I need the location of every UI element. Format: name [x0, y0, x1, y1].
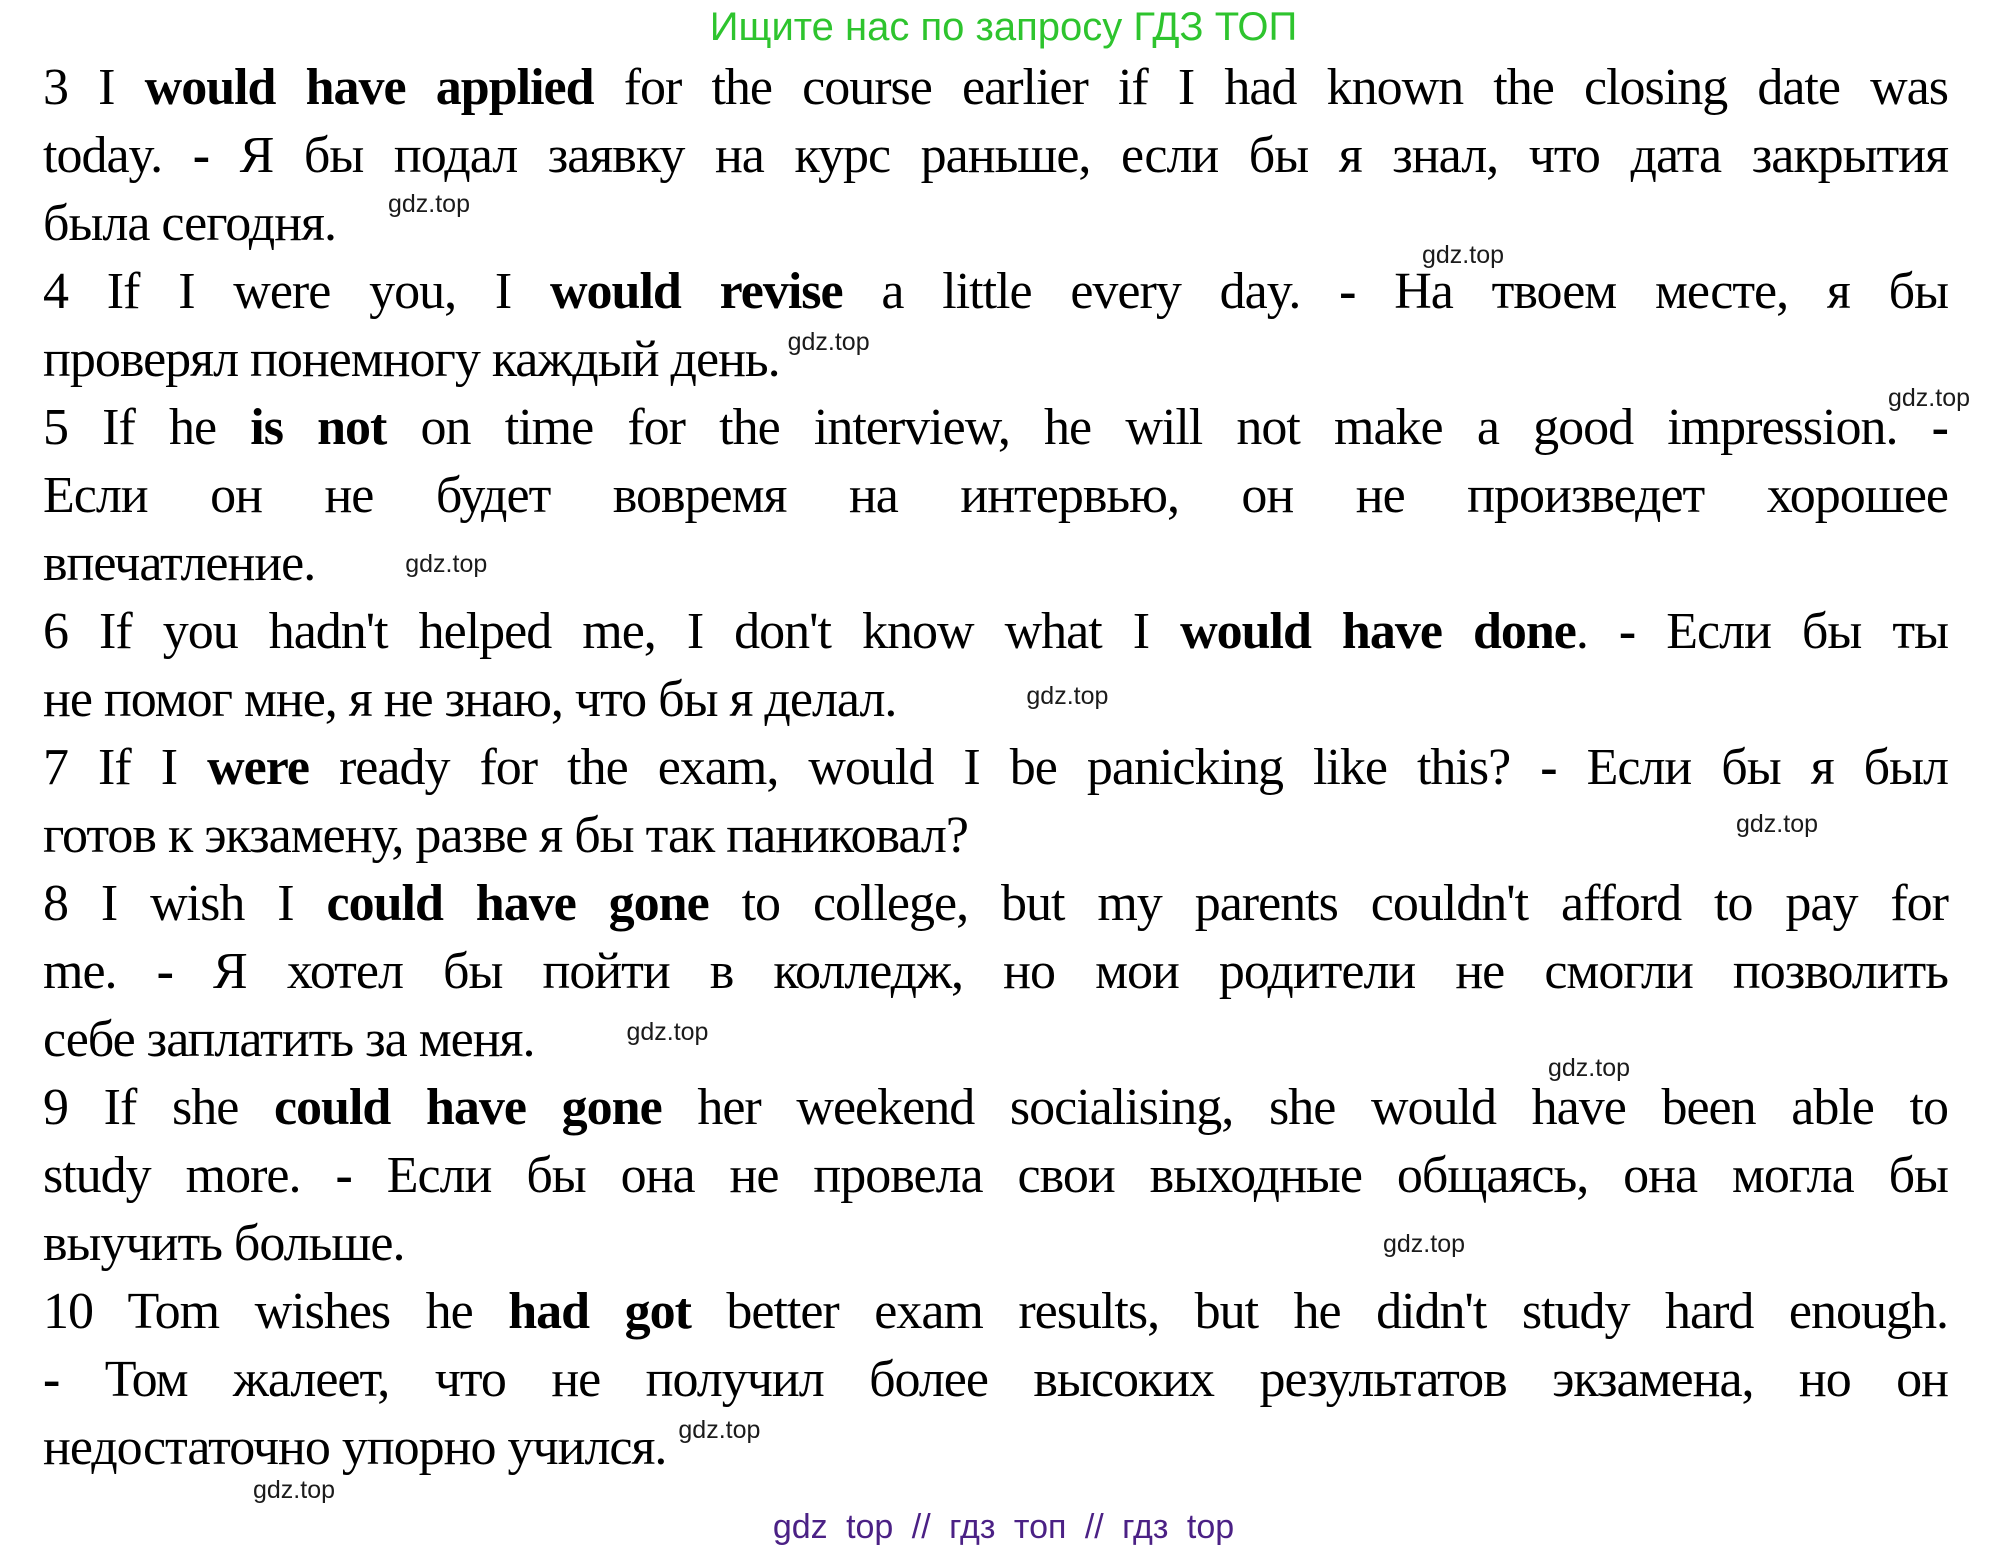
text-segment: проверял понемногу каждый день.	[43, 331, 780, 388]
text-segment: on time for the interview, he will not make a good impression.	[386, 399, 1932, 456]
text-segment: 5 If he	[43, 399, 251, 456]
text-line	[43, 190, 1948, 258]
text-segment: Если бы ты	[1635, 603, 1949, 660]
text-segment: ready for the exam, would I be panicking like this?	[308, 739, 1541, 796]
bold-verb-phrase: -	[1339, 263, 1356, 320]
text-segment: не помог мне, я не знаю, что бы я делал.	[43, 671, 897, 728]
text-segment: Я хотел бы пойти в колледж, но мои родители не смогли позволить	[172, 943, 1948, 1000]
text-segment: 6 If you hadn't helped me, I don't know what I	[43, 603, 1181, 660]
gdz-watermark: gdz.top	[253, 1476, 336, 1504]
text-segment: впечатление.	[43, 535, 316, 592]
gdz-watermark: gdz.top	[1888, 384, 1971, 412]
bold-verb-phrase: -	[156, 943, 173, 1000]
text-segment: Том жалеет, что не получил более высоких результатов экзамена, но он	[59, 1351, 1948, 1408]
gdz-watermark: gdz.top	[1422, 241, 1505, 269]
gdz-watermark: gdz.top	[678, 1416, 761, 1444]
bold-verb-phrase: would have applied	[144, 59, 594, 116]
gdz-watermark: gdz.top	[405, 550, 488, 578]
text-line	[43, 734, 1948, 802]
text-segment: Я бы подал заявку на курс раньше, если бы я знал, что дата закрытия	[209, 127, 1949, 184]
text-line	[43, 1346, 1948, 1414]
text-line	[43, 462, 1948, 530]
text-line	[43, 122, 1948, 190]
footer-text: gdz top // гдз топ // гдз top	[772, 1508, 1235, 1546]
bold-verb-phrase: had got	[508, 1283, 691, 1340]
gdz-watermark: gdz.top	[1026, 682, 1109, 710]
bold-verb-phrase: were	[207, 739, 309, 796]
text-segment: 3 I	[43, 59, 145, 116]
gdz-watermark: gdz.top	[1383, 1230, 1466, 1258]
text-segment: себе заплатить за меня.	[43, 1011, 535, 1068]
promo-header-text: Ищите нас по запросу ГДЗ ТОП	[709, 5, 1298, 49]
document-body	[0, 54, 2007, 1482]
text-segment: for the course earlier if I had known the closing date was	[593, 59, 1948, 116]
text-segment: to college, but my parents couldn't afford to pay for	[708, 875, 1948, 932]
text-line	[43, 326, 1948, 394]
text-segment: Если бы она не провела свои выходные общаясь, она могла бы	[351, 1147, 1948, 1204]
bold-verb-phrase: -	[1540, 739, 1557, 796]
gdz-watermark: gdz.top	[787, 328, 870, 356]
text-line	[43, 258, 1948, 326]
bold-verb-phrase: -	[335, 1147, 352, 1204]
text-segment: 9 If she	[43, 1079, 274, 1136]
bold-verb-phrase: -	[43, 1351, 60, 1408]
gdz-watermark: gdz.top	[1548, 1054, 1631, 1082]
text-segment: 7 If I	[43, 739, 208, 796]
text-line	[43, 1142, 1948, 1210]
text-segment: Если он не будет вовремя на интервью, он не произведет хорошее	[43, 467, 1948, 524]
bold-verb-phrase: would revise	[550, 263, 843, 320]
text-segment: выучить больше.	[43, 1215, 405, 1272]
bold-verb-phrase: could have gone	[326, 875, 709, 932]
promo-header	[0, 0, 2007, 50]
text-segment: недостаточно упорно учился.	[43, 1419, 667, 1476]
bold-verb-phrase: -	[1618, 603, 1636, 660]
text-line	[43, 394, 1948, 462]
gdz-watermark: gdz.top	[387, 190, 470, 218]
bold-verb-phrase: could have gone	[273, 1079, 662, 1136]
bold-verb-phrase: is not	[250, 399, 387, 456]
text-segment: .	[1575, 603, 1619, 660]
text-line	[43, 1210, 1948, 1278]
gdz-watermark: gdz.top	[626, 1018, 709, 1046]
text-segment: her weekend socialising, she would have been able to	[661, 1079, 1949, 1136]
text-segment: 10 Tom wishes he	[43, 1283, 509, 1340]
text-segment: была сегодня.	[43, 195, 336, 252]
text-line	[43, 54, 1948, 122]
text-segment: Если бы я был	[1556, 739, 1949, 796]
footer	[0, 1508, 2007, 1547]
text-segment: На твоем месте, я бы	[1355, 263, 1949, 320]
text-line	[43, 1278, 1948, 1346]
text-line	[43, 870, 1948, 938]
text-segment: me.	[43, 943, 157, 1000]
gdz-watermark: gdz.top	[1736, 810, 1819, 838]
text-segment: 8 I wish I	[43, 875, 327, 932]
text-segment: study more.	[43, 1147, 336, 1204]
text-segment: better exam results, but he didn't study hard enough.	[690, 1283, 1948, 1340]
text-segment: готов к экзамену, разве я бы так паниковал?	[43, 807, 968, 864]
text-line	[43, 1074, 1948, 1142]
text-line	[43, 598, 1948, 666]
text-line	[43, 666, 1948, 734]
text-line	[43, 1006, 1948, 1074]
bold-verb-phrase: would have done	[1180, 603, 1576, 660]
text-line	[43, 938, 1948, 1006]
bold-verb-phrase: -	[1931, 399, 1948, 456]
text-segment: 4 If I were you, I	[43, 263, 550, 320]
text-line	[43, 1414, 1948, 1482]
text-segment: today.	[43, 127, 193, 184]
bold-verb-phrase: -	[192, 127, 210, 184]
text-segment: a little every day.	[842, 263, 1340, 320]
text-line	[43, 802, 1948, 870]
text-line	[43, 530, 1948, 598]
